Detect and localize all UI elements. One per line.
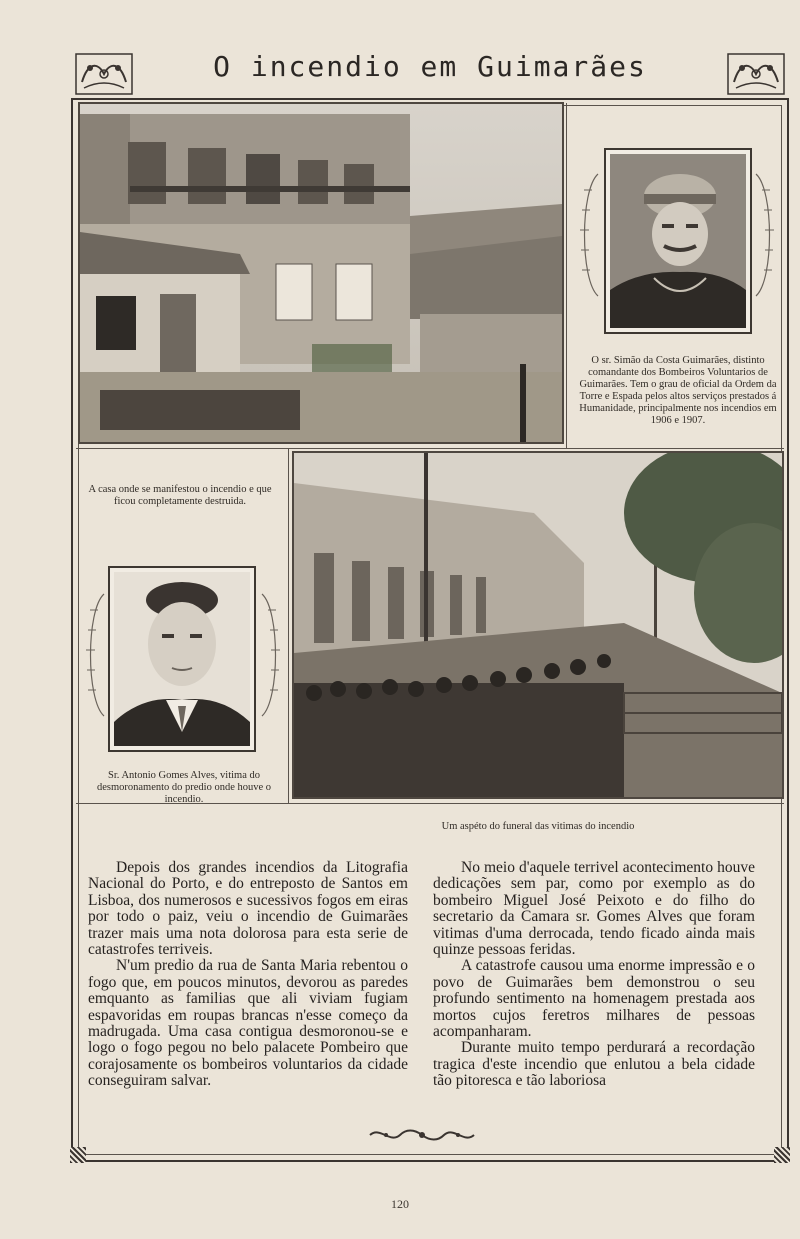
article-paragraph: A catastrofe causou uma enorme impressão e o povo de Guimarães bem demonstrou o seu profundo sentimento na homenagem prestada aos mortos cujos feretros milhares de pessoas acompanharam.	[433, 957, 755, 1041]
article-paragraph: N'um predio da rua de Santa Maria rebentou o fogo que, em poucos minutos, devorou as paredes emquanto as familias que ali viviam fugiam espavoridas em roupas brancas n'esse começo da madrugada. Uma casa contigua desmoronou-se e logo o fogo pegou no belo palacete Pombeiro que corajosamente os bombeiros voluntarios da cidade conseguiram salvar.	[88, 957, 408, 1090]
funeral-crowd-image	[294, 453, 782, 797]
victim-portrait-image	[114, 572, 250, 746]
title-row	[70, 44, 790, 106]
victim-caption: Sr. Antonio Gomes Alves, vitima do desmoronamento do predio onde houve o incendio.	[96, 770, 272, 805]
corner-ornament	[70, 1147, 86, 1163]
scroll-ornament-icon	[752, 170, 778, 300]
scroll-ornament-icon	[258, 590, 284, 720]
article-paragraph: Depois dos grandes incendios da Litografia Nacional do Porto, e do entreposto de Santos em Lisboa, dos numerosos e sucessivos fogos em eiras por todo o paiz, veiu o incendio de Guimarães trazer mais uma nota dolorosa para esta serie de catastrofes terriveis.	[88, 859, 408, 959]
floral-ornament-icon	[74, 52, 134, 96]
article-paragraph: Durante muito tempo perdurará a recordação tragica d'este incendio que enlutou a bela cidade tão pitoresca e tão laboriosa	[433, 1039, 755, 1090]
funeral-photo	[292, 451, 784, 799]
burned-house-image	[80, 104, 562, 442]
article-left-column	[88, 860, 408, 1090]
article-paragraph: No meio d'aquele terrivel acontecimento houve dedicações sem par, como por exemplo as do bombeiro Miguel José Peixoto e do filho do secretario da Camara sr. Gomes Alves que foram vitimas d'uma derrocada, tendo ficado ainda mais quinze pessoas feridas.	[433, 859, 755, 959]
panel-divider	[288, 448, 289, 803]
funeral-caption: Um aspéto do funeral das vitimas do incendio	[441, 821, 635, 832]
page-number: 120	[391, 1197, 409, 1211]
floral-ornament-icon	[726, 52, 786, 96]
commander-caption: O sr. Simão da Costa Guimarães, distinto comandante dos Bombeiros Voluntarios de Guimarães. Tem o grau de oficial da Ordem da Torre e Espada pelos altos serviços prestados á Humanidade, principalmente nos incendios em 1906 e 1907.	[579, 355, 777, 426]
commander-portrait-image	[610, 154, 746, 328]
panel-divider	[566, 103, 567, 448]
flourish-ornament-icon	[366, 1124, 478, 1146]
scroll-ornament-icon	[82, 590, 108, 720]
victim-photo	[108, 566, 256, 752]
house-photo	[78, 102, 564, 444]
page-title: O incendio em Guimarães	[213, 50, 647, 83]
house-caption: A casa onde se manifestou o incendio e que ficou completamente destruida.	[88, 484, 272, 507]
article-right-column	[433, 860, 755, 1090]
scroll-ornament-icon	[576, 170, 602, 300]
panel-divider	[76, 448, 784, 449]
commander-photo	[604, 148, 752, 334]
corner-ornament	[774, 1147, 790, 1163]
